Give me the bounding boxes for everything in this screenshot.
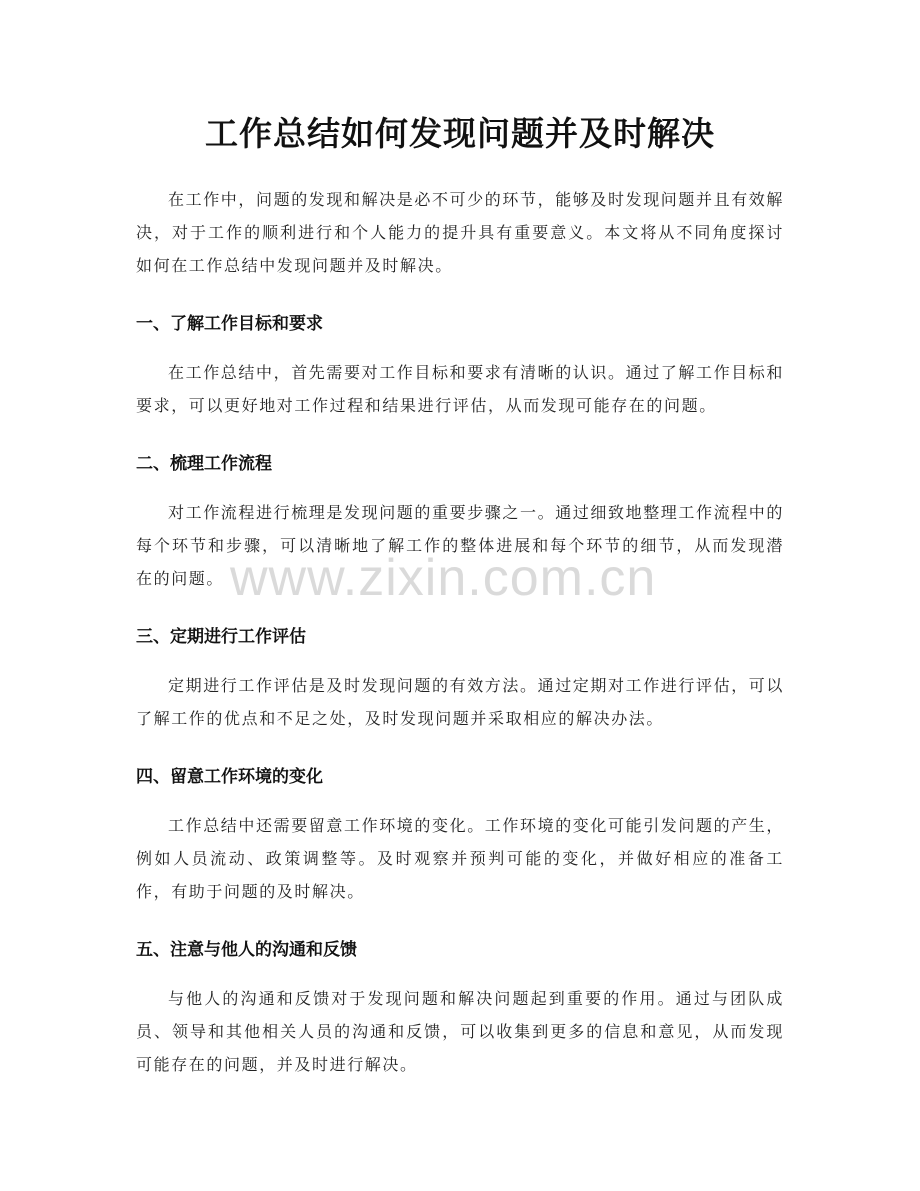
section-heading: 一、了解工作目标和要求 — [136, 314, 323, 334]
section-heading: 四、留意工作环境的变化 — [136, 767, 323, 787]
section-paragraph: 对工作流程进行梳理是发现问题的重要步骤之一。通过细致地整理工作流程中的每个环节和步骤，可以清晰地了解工作的整体进展和每个环节的细节，从而发现潜在的问题。 — [136, 503, 785, 588]
section-heading: 五、注意与他人的沟通和反馈 — [136, 940, 357, 960]
document-body — [136, 183, 784, 1109]
section-heading: 三、定期进行工作评估 — [136, 627, 306, 647]
section-paragraph: 与他人的沟通和反馈对于发现问题和解决问题起到重要的作用。通过与团队成员、领导和其他相关人员的沟通和反馈，可以收集到更多的信息和意见，从而发现可能存在的问题，并及时进行解决。 — [136, 989, 784, 1074]
section-1 — [136, 310, 784, 422]
section-2 — [136, 450, 784, 595]
section-4 — [136, 763, 784, 908]
section-paragraph: 在工作总结中，首先需要对工作目标和要求有清晰的认识。通过了解工作目标和要求，可以更好地对工作过程和结果进行评估，从而发现可能存在的问题。 — [136, 363, 785, 415]
watermark-text: www.zixin.com.cn — [230, 549, 657, 607]
document-title: 工作总结如何发现问题并及时解决 — [205, 114, 715, 153]
section-heading: 二、梳理工作流程 — [136, 454, 272, 474]
section-3 — [136, 623, 784, 735]
section-paragraph: 定期进行工作评估是及时发现问题的有效方法。通过定期对工作进行评估，可以了解工作的优点和不足之处，及时发现问题并采取相应的解决办法。 — [136, 676, 785, 728]
section-paragraph: 工作总结中还需要留意工作环境的变化。工作环境的变化可能引发问题的产生，例如人员流动、政策调整等。及时观察并预判可能的变化，并做好相应的准备工作，有助于问题的及时解决。 — [136, 816, 785, 901]
section-5 — [136, 936, 784, 1081]
intro-paragraph: 在工作中，问题的发现和解决是必不可少的环节，能够及时发现问题并且有效解决，对于工作的顺利进行和个人能力的提升具有重要意义。本文将从不同角度探讨如何在工作总结中发现问题并及时解决。 — [136, 190, 785, 275]
